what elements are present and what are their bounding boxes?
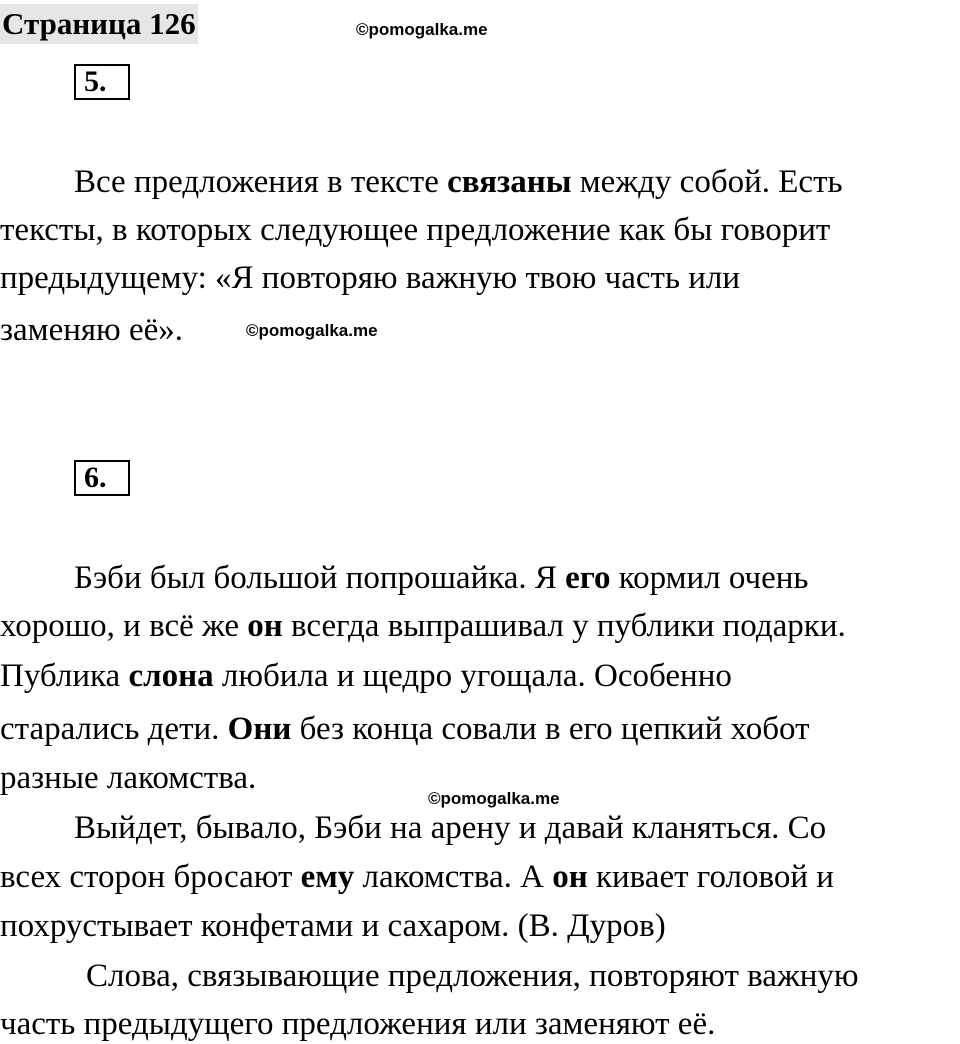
task6-line-2: хорошо, и всё же он всегда выпрашивал у публики подарки.: [0, 608, 846, 644]
task5-line-2: тексты, в которых следующее предложение как бы говорит: [0, 212, 831, 248]
task-number-6: 6.: [74, 460, 130, 496]
task6-line-9: Слова, связывающие предложения, повторяют важную: [86, 958, 859, 994]
watermark-task6: ©pomogalka.me: [428, 789, 560, 808]
task6-line-4: старались дети. Они без конца совали в его цепкий хобот: [0, 711, 810, 747]
task5-line-1: Все предложения в тексте связаны между собой. Есть: [74, 164, 843, 200]
task5-line-3: предыдущему: «Я повторяю важную твою часть или: [0, 260, 741, 296]
task6-line-10: часть предыдущего предложения или заменяют её.: [0, 1006, 716, 1042]
watermark-task5: ©pomogalka.me: [246, 321, 378, 340]
watermark-top: ©pomogalka.me: [356, 20, 488, 39]
page-title: Страница 126: [0, 4, 198, 44]
task6-line-7: всех сторон бросают ему лакомства. А он кивает головой и: [0, 859, 834, 895]
task6-line-6: Выйдет, бывало, Бэби на арену и давай кланяться. Со: [74, 810, 827, 846]
task6-line-1: Бэби был большой попрошайка. Я его кормил очень: [74, 560, 809, 596]
task6-line-3: Публика слона любила и щедро угощала. Особенно: [0, 658, 732, 694]
task-number-5: 5.: [74, 64, 130, 100]
task6-line-5: разные лакомства.: [0, 760, 257, 796]
task6-line-8: похрустывает конфетами и сахаром. (В. Дуров): [0, 908, 666, 944]
task5-line-4: заменяю её».: [0, 312, 183, 348]
